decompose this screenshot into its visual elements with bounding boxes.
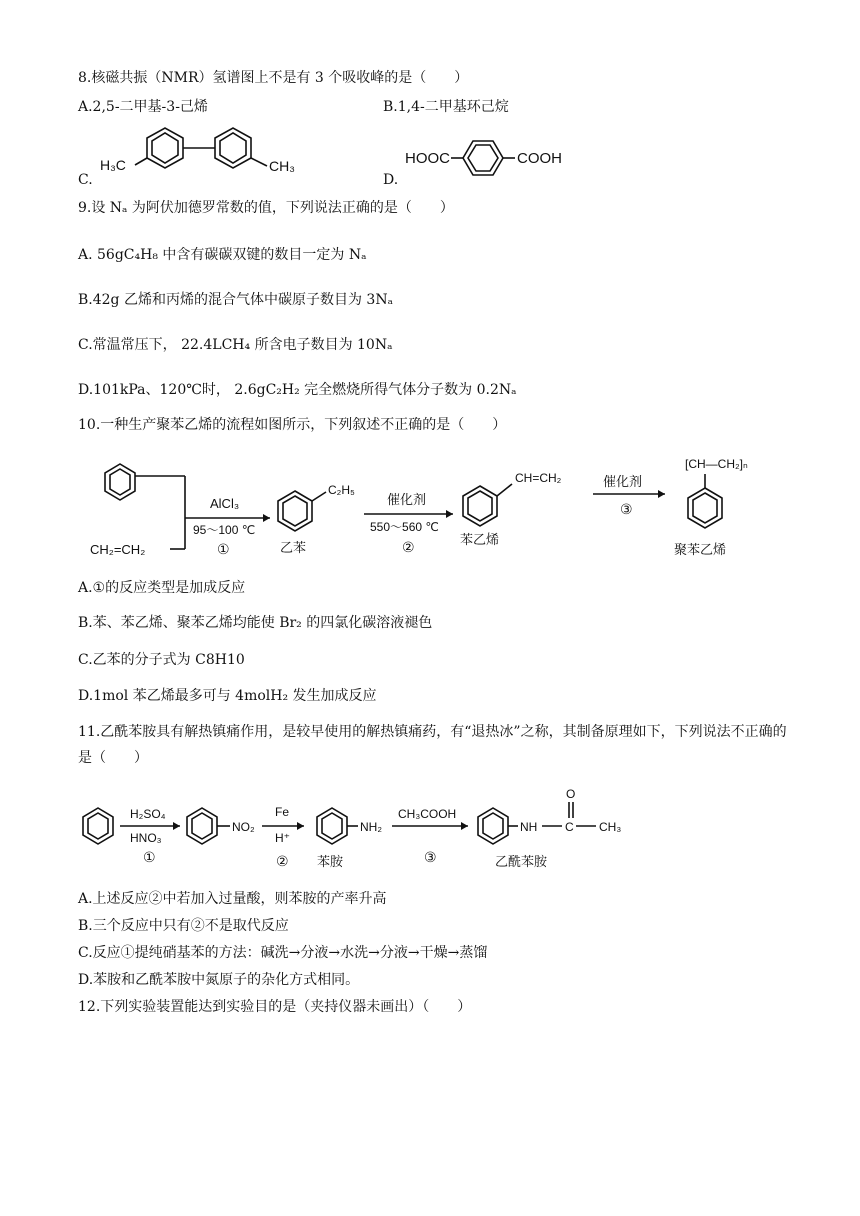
q10-stem: 10.一种生产聚苯乙烯的流程如图所示，下列叙述不正确的是（ ）: [78, 417, 507, 433]
q8-c-methyl-left: H₃C: [100, 157, 126, 173]
q8-d-cooh-right: COOH: [517, 150, 562, 167]
q10-styrene-group: CH=CH₂: [515, 471, 562, 485]
q11-option-d: D.苯胺和乙酰苯胺中氮原子的杂化方式相同。: [78, 972, 360, 988]
q10-styrene-name: 苯乙烯: [460, 532, 500, 547]
q10-catalyst-2: 催化剂: [387, 492, 427, 507]
q8-option-d-structure: [405, 125, 595, 185]
q11-step-3: ③: [424, 849, 437, 865]
q10-option-d: D.1mol 苯乙烯最多可与 4molH₂ 发生加成反应: [78, 688, 377, 704]
q10-option-a: A.①的反应类型是加成反应: [78, 580, 246, 596]
q9-option-c: C.常温常压下， 22.4LCH₄ 所含电子数目为 10Nₐ: [78, 337, 393, 353]
q10-step-3: ③: [620, 501, 633, 517]
q9-option-d: D.101kPa、120℃时， 2.6gC₂H₂ 完全燃烧所得气体分子数为 0.2Nₐ: [78, 382, 517, 398]
q11-stem: 11.乙酰苯胺具有解热镇痛作用，是较早使用的解热镇痛药，有“退热冰”之称，其制备原理如下，下列说法不正确的是（ ）: [78, 724, 787, 766]
q11-reaction-scheme: [80, 786, 680, 876]
q11-aniline-name: 苯胺: [317, 854, 344, 869]
q8-stem: 8.核磁共振（NMR）氢谱图上不是有 3 个吸收峰的是（ ）: [78, 70, 469, 86]
q11-step-1: ①: [143, 849, 156, 865]
q11-reagent-3: CH₃COOH: [398, 807, 457, 821]
q10-polymer-name: 聚苯乙烯: [674, 542, 727, 557]
q11-reagent-2-bottom: H⁺: [275, 831, 290, 845]
q8-option-c-structure: [95, 118, 325, 188]
q11-nitro: NO₂: [232, 820, 255, 834]
q11-reagent-1-bottom: HNO₃: [130, 831, 162, 845]
q11-step-2: ②: [276, 853, 289, 869]
q10-ethylbenzene-name: 乙苯: [280, 540, 307, 555]
q11-option-c: C.反应①提纯硝基苯的方法：碱洗→分液→水洗→分液→干燥→蒸馏: [78, 945, 488, 961]
q11-amide-nh: NH: [520, 820, 538, 834]
q8-option-d-label: D.: [383, 172, 399, 188]
q10-temp-1: 95～100 ℃: [193, 523, 256, 537]
q10-step-2: ②: [402, 539, 415, 555]
q10-option-b: B.苯、苯乙烯、聚苯乙烯均能使 Br₂ 的四氯化碳溶液褪色: [78, 615, 433, 631]
q11-option-a: A.上述反应②中若加入过量酸，则苯胺的产率升高: [78, 891, 387, 907]
q11-reagent-1-top: H₂SO₄: [130, 807, 166, 821]
q11-reagent-2-top: Fe: [275, 805, 290, 819]
q11-acetanilide-name: 乙酰苯胺: [495, 854, 548, 869]
q11-amine: NH₂: [360, 820, 382, 834]
q10-step-1: ①: [217, 541, 230, 557]
q10-ethylene: CH₂=CH₂: [90, 542, 146, 557]
q11-amide-c: C: [565, 820, 574, 834]
q11-option-b: B.三个反应中只有②不是取代反应: [78, 918, 289, 934]
q11-amide-o: O: [566, 787, 576, 801]
q8-option-b: B.1,4-二甲基环己烷: [383, 99, 509, 115]
q11-amide-ch3: CH₃: [599, 820, 622, 834]
q8-c-methyl-right: CH₃: [269, 158, 295, 174]
q8-option-a: A.2,5-二甲基-3-己烯: [78, 99, 208, 115]
q10-option-c: C.乙苯的分子式为 C8H10: [78, 652, 245, 668]
q10-ethylbenzene-group: C₂H₅: [328, 483, 355, 497]
q10-catalyst-1: AlCl₃: [210, 496, 240, 511]
q10-polymer-group: [CH—CH₂]ₙ: [685, 457, 748, 471]
q10-temp-2: 550～560 ℃: [370, 520, 439, 534]
q12-stem: 12.下列实验装置能达到实验目的是（夹持仪器未画出）（ ）: [78, 999, 472, 1015]
q9-option-a: A. 56gC₄H₈ 中含有碳碳双键的数目一定为 Nₐ: [78, 247, 367, 263]
q10-reaction-scheme: [80, 446, 780, 566]
q8-d-cooh-left: HOOC: [405, 150, 450, 167]
q8-option-c-label: C.: [78, 172, 93, 188]
q10-catalyst-3: 催化剂: [603, 474, 643, 489]
q9-option-b: B.42g 乙烯和丙烯的混合气体中碳原子数目为 3Nₐ: [78, 292, 393, 308]
q9-stem: 9.设 Nₐ 为阿伏加德罗常数的值，下列说法正确的是（ ）: [78, 200, 454, 216]
